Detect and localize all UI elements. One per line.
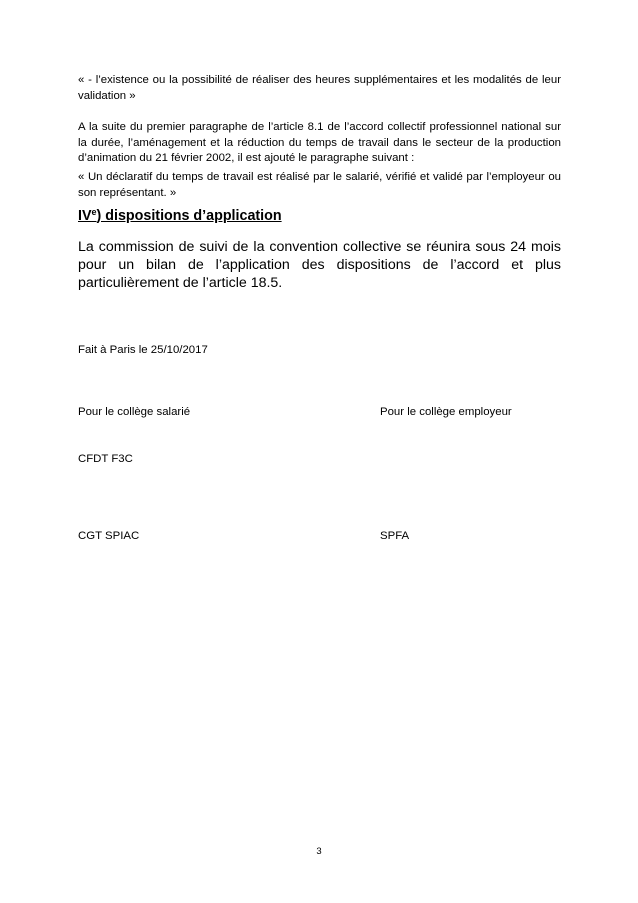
signatory-cgt: CGT SPIAC [78, 530, 140, 542]
label-college-employeur: Pour le collège employeur [380, 406, 512, 418]
paragraph-overtime-quote: « - l’existence ou la possibilité de réaliser des heures supplémentaires et les modalités de leur validation » [78, 74, 561, 102]
heading-numeral: IV [78, 208, 92, 224]
signatory-cfdt: CFDT F3C [78, 453, 133, 465]
page-number: 3 [316, 846, 322, 857]
heading-superscript: e [91, 207, 97, 217]
place-date: Fait à Paris le 25/10/2017 [78, 344, 208, 356]
paragraph-article-8-1: A la suite du premier paragraphe de l’article 8.1 de l’accord collectif professionnel national sur la durée, l’aménagement et la réduction du temps de travail dans le secteur de la production d’animation du 21 février 2002, il est ajouté le paragraphe suivant : [78, 121, 561, 165]
signatory-spfa: SPFA [380, 530, 410, 542]
paragraph-time-declaration-quote: « Un déclaratif du temps de travail est réalisé par le salarié, vérifié et validé par l’employeur ou son représentant. » [78, 171, 561, 199]
label-college-salarie: Pour le collège salarié [78, 406, 191, 418]
section-heading-application [78, 208, 282, 224]
heading-title: ) dispositions d’application [96, 208, 282, 224]
paragraph-commission: La commission de suivi de la convention collective se réunira sous 24 mois pour un bilan de l’application des dispositions de l’accord et plus particulièrement de l’article 18.5. [78, 239, 561, 291]
